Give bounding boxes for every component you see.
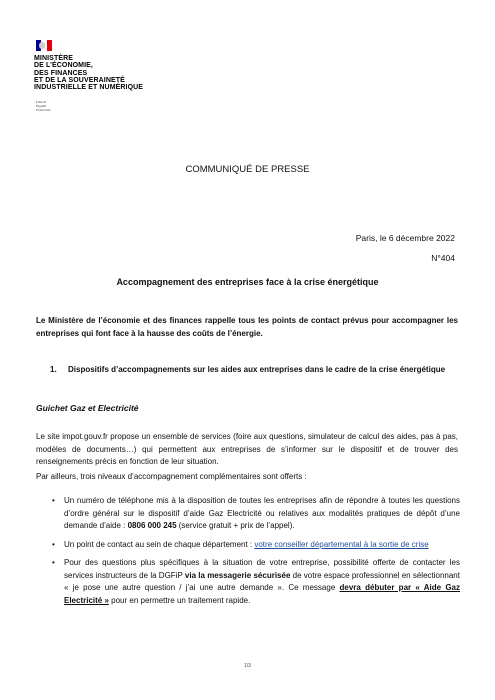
ministry-line: MINISTÈRE (34, 55, 74, 62)
motto-line: Liberté (36, 100, 47, 104)
release-number: N°404 (431, 253, 455, 263)
motto-line: Fraternité (36, 108, 51, 113)
bullet-icon: • (52, 539, 55, 549)
support-levels-list (50, 495, 460, 607)
ministry-line: ET DE LA SOUVERAINETÉ (34, 76, 125, 84)
message-prefix-text: devra débuter par « Aide Gaz Electricité » (64, 583, 461, 605)
flag-red-band (47, 40, 52, 51)
bullet-text-mid: de votre espace professionnel en sélectionnant « je pose une autre question / j’ai une autre demande ». Ce message (64, 570, 460, 592)
republic-motto (36, 100, 50, 113)
list-item-department (50, 539, 460, 552)
marianne-logo (36, 40, 52, 51)
press-release-title: COMMUNIQUÉ DE PRESSE (185, 164, 310, 175)
subheading: Guichet Gaz et Electricité (36, 403, 139, 413)
ministry-name (34, 55, 234, 91)
section-number: 1. (50, 365, 57, 374)
motto-line: Égalité (36, 104, 47, 109)
paragraph-services: Le site impot.gouv.fr propose un ensemble de services (foire aux questions, simulateur de calcul des aides, pas à pas, modèles de documents…) qui permettent aux entreprises de s’informer sur le dispositif et de trouver des renseignements précis en fonction de leur situation. (36, 432, 458, 466)
bullet-icon: • (52, 496, 55, 505)
flag-white-band (41, 40, 46, 51)
section-1 (50, 364, 460, 375)
ministry-line: INDUSTRIELLE ET NUMÉRIQUE (34, 84, 144, 92)
document-heading: Accompagnement des entreprises face à la crise énergétique (116, 277, 379, 287)
paragraph-levels: Par ailleurs, trois niveaux d’accompagnement complémentaires sont offerts : (36, 472, 307, 481)
phone-number: 0806 000 245 (127, 521, 177, 530)
bullet-text: Un numéro de téléphone mis à la disposition de toutes les entreprises afin de répondre à toutes les questions d’ordre général sur le dispositif d’aide Gaz Electricité ou relatives aux modalités pratiques de dépôt d’une demande d’aide : (64, 496, 460, 530)
intro-paragraph: Le Ministère de l’économie et des finances rappelle tous les points de contact prévus pour accompagner les entreprises qui font face à la hausse des coûts de l’énergie. (36, 316, 458, 338)
bullet-text-end: (service gratuit + prix de l’appel). (176, 521, 295, 530)
release-date: Paris, le 6 décembre 2022 (355, 233, 455, 243)
list-item-messaging (50, 557, 460, 607)
ministry-line: DE L’ÉCONOMIE, (34, 62, 93, 70)
list-item-phone (50, 495, 460, 533)
bullet-icon: • (52, 558, 55, 567)
department-advisor-link[interactable]: votre conseiller départemental à la sortie de crise (254, 539, 429, 549)
bullet-text-end: pour en permettre un traitement rapide. (108, 595, 251, 605)
ministry-line: DES FINANCES (34, 69, 88, 77)
secure-messaging-text: via la messagerie sécurisée (184, 570, 291, 580)
page-number: 1/3 (244, 663, 251, 669)
bullet-text: Un point de contact au sein de chaque département : (64, 539, 255, 549)
section-title: Dispositifs d’accompagnements sur les aides aux entreprises dans le cadre de la crise énergétique (68, 365, 446, 374)
bullet-text: Pour des questions plus spécifiques à la situation de votre entreprise, possibilité offerte de contacter les services instructeurs de la DGFiP (64, 558, 460, 580)
